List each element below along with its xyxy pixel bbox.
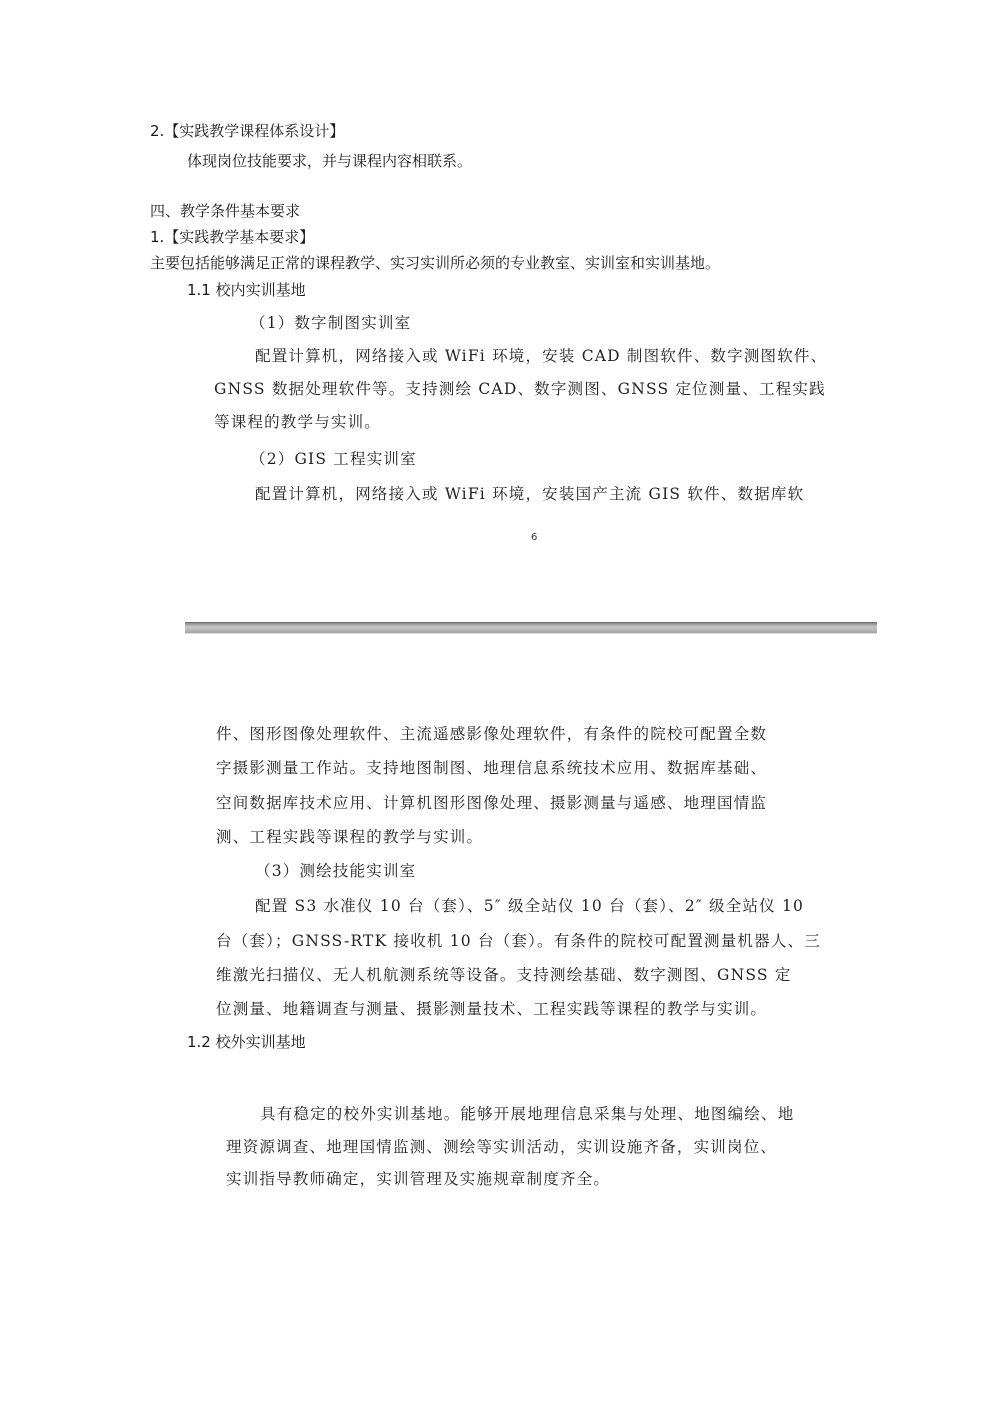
external-line: 实训指导教师确定，实训管理及实施规章制度齐全。	[226, 1170, 611, 1188]
heading-1-2: 1.2 校外实训基地	[187, 1033, 306, 1051]
heading-2: 2.【实践教学课程体系设计】	[150, 122, 345, 140]
room2-cont-line: 件、图形图像处理软件、主流遥感影像处理软件，有条件的院校可配置全数	[216, 725, 768, 743]
heading-4-1: 1.【实践教学基本要求】	[150, 228, 315, 246]
page-separator	[185, 622, 877, 634]
room2-line: 配置计算机，网络接入或 WiFi 环境，安装国产主流 GIS 软件、数据库软	[255, 485, 805, 503]
room2-title: （2）GIS 工程实训室	[250, 450, 417, 468]
room3-title: （3）测绘技能实训室	[255, 862, 417, 880]
room3-line: 台（套）；GNSS-RTK 接收机 10 台（套）。有条件的院校可配置测量机器人、三	[216, 932, 821, 950]
room1-line: GNSS 数据处理软件等。支持测绘 CAD、数字测图、GNSS 定位测量、工程实践	[214, 380, 826, 398]
section-4-title: 四、教学条件基本要求	[150, 202, 301, 220]
room1-line: 等课程的教学与实训。	[214, 413, 382, 431]
room2-cont-line: 字摄影测量工作站。支持地图制图、地理信息系统技术应用、数据库基础、	[216, 759, 768, 777]
room3-line: 位测量、地籍调查与测量、摄影测量技术、工程实践等课程的教学与实训。	[216, 1000, 768, 1018]
room3-line: 配置 S3 水准仪 10 台（套）、5″ 级全站仪 10 台（套）、2″ 级全站仪 10	[255, 897, 805, 915]
room3-line: 维激光扫描仪、无人机航测系统等设备。支持测绘基础、数字测图、GNSS 定	[216, 966, 792, 984]
room2-cont-line: 空间数据库技术应用、计算机图形图像处理、摄影测量与遥感、地理国情监	[216, 794, 768, 812]
room1-line: 配置计算机，网络接入或 WiFi 环境，安装 CAD 制图软件、数字测图软件、	[255, 347, 828, 365]
room2-cont-line: 测、工程实践等课程的教学与实训。	[216, 828, 484, 846]
heading-2-desc: 体现岗位技能要求，并与课程内容相联系。	[187, 152, 473, 170]
page-number: 6	[531, 532, 538, 543]
room1-title: （1）数字制图实训室	[250, 314, 412, 332]
heading-1-1: 1.1 校内实训基地	[187, 281, 306, 299]
external-line: 理资源调查、地理国情监测、测绘等实训活动，实训设施齐备，实训岗位、	[226, 1138, 778, 1156]
external-line: 具有稳定的校外实训基地。能够开展地理信息采集与处理、地图编绘、地	[260, 1105, 795, 1123]
intro-paragraph: 主要包括能够满足正常的课程教学、实习实训所必须的专业教室、实训室和实训基地。	[150, 254, 721, 272]
